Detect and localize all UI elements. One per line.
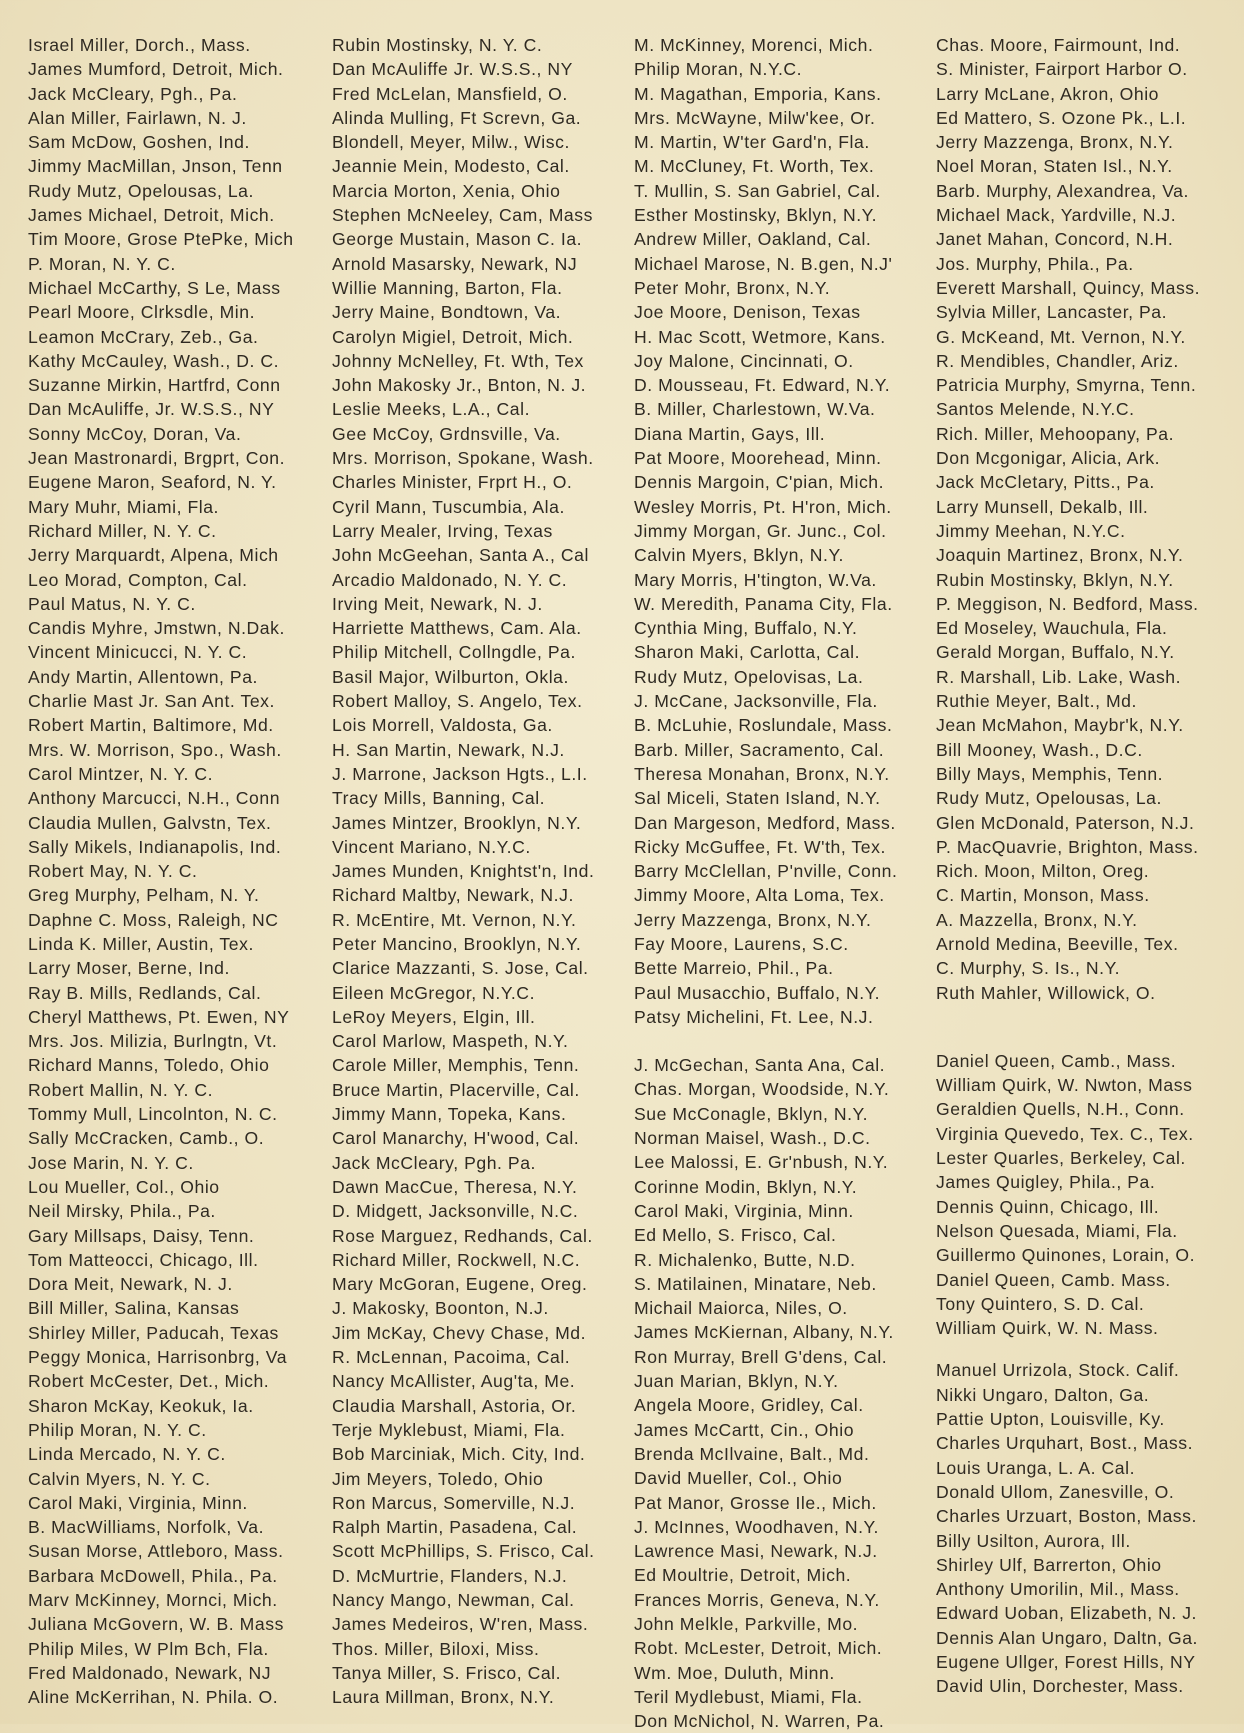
name-entry: Michail Maiorca, Niles, O. [634,1298,848,1319]
name-entry: Calvin Myers, Bklyn, N.Y. [634,545,844,566]
name-entry: Joy Malone, Cincinnati, O. [634,350,854,371]
name-entry: Jimmy Moore, Alta Loma, Tex. [634,885,885,906]
name-entry: Cynthia Ming, Buffalo, N.Y. [634,618,858,639]
name-entry: Carolyn Migiel, Detroit, Mich. [332,326,574,347]
name-entry: Richard Manns, Toledo, Ohio [28,1055,270,1076]
name-entry: J. McInnes, Woodhaven, N.Y. [634,1516,879,1537]
name-entry: David Mueller, Col., Ohio [634,1468,843,1489]
name-entry: Bruce Martin, Placerville, Cal. [332,1079,580,1100]
name-entry: Andrew Miller, Oakland, Cal. [634,229,872,250]
name-entry: P. Moran, N. Y. C. [28,253,176,274]
name-entry: Jean Mastronardi, Brgprt, Con. [28,448,286,469]
name-entry: Larry Munsell, Dekalb, Ill. [936,496,1149,517]
name-entry: Dan McAuliffe Jr. W.S.S., NY [332,59,573,80]
name-entry: B. Miller, Charlestown, W.Va. [634,399,876,420]
name-entry: Sam McDow, Goshen, Ind. [28,132,250,153]
name-entry: Larry Moser, Berne, Ind. [28,958,230,979]
section-gap [936,1340,1242,1358]
name-entry: Claudia Mullen, Galvstn, Tex. [28,812,272,833]
name-entry: Mary Muhr, Miami, Fla. [28,496,219,517]
name-entry: Gee McCoy, Grdnsville, Va. [332,423,561,444]
name-entry: Mary Morris, H'tington, W.Va. [634,569,877,590]
name-entry: Mrs. Morrison, Spokane, Wash. [332,448,594,469]
name-entry: James McKiernan, Albany, N.Y. [634,1322,894,1343]
name-entry: Charles Urquhart, Bost., Mass. [936,1433,1194,1454]
name-entry: G. McKeand, Mt. Vernon, N.Y. [936,326,1186,347]
name-entry: Greg Murphy, Pelham, N. Y. [28,885,260,906]
name-entry: Brenda McIlvaine, Balt., Md. [634,1443,870,1464]
name-entry: Barb. Miller, Sacramento, Cal. [634,739,885,760]
name-entry: Cheryl Matthews, Pt. Ewen, NY [28,1006,290,1027]
name-entry: Tommy Mull, Lincolnton, N. C. [28,1104,278,1125]
name-entry: Geraldien Quells, N.H., Conn. [936,1099,1185,1120]
name-entry: Ed Mello, S. Frisco, Cal. [634,1225,837,1246]
name-entry: Richard Miller, Rockwell, N.C. [332,1249,581,1270]
name-entry: Nelson Quesada, Miami, Fla. [936,1220,1178,1241]
name-entry: Anthony Marcucci, N.H., Conn [28,788,281,809]
name-entry: Dan McAuliffe, Jr. W.S.S., NY [28,399,275,420]
name-column-2 [332,33,632,1713]
name-entry: Dan Margeson, Medford, Mass. [634,812,896,833]
name-entry: Pat Manor, Grosse Ile., Mich. [634,1492,877,1513]
name-entry: Manuel Urrizola, Stock. Calif. [936,1360,1180,1381]
name-entry: Mrs. W. Morrison, Spo., Wash. [28,739,282,760]
name-entry: R. Michalenko, Butte, N.D. [634,1249,856,1270]
name-entry: Scott McPhillips, S. Frisco, Cal. [332,1541,595,1562]
name-entry: Robert McCester, Det., Mich. [28,1371,270,1392]
name-entry: Rudy Mutz, Opelovisas, La. [634,666,864,687]
name-entry: Ed Moultrie, Detroit, Mich. [634,1565,852,1586]
name-entry: Israel Miller, Dorch., Mass. [28,35,251,55]
name-entry: Rudy Mutz, Opelousas, La. [936,788,1162,809]
name-entry: Vincent Mariano, N.Y.C. [332,836,531,857]
name-entry: Shirley Miller, Paducah, Texas [28,1322,279,1343]
name-entry: R. Marshall, Lib. Lake, Wash. [936,666,1182,687]
name-entry: Marv McKinney, Mornci, Mich. [28,1590,278,1610]
name-entry: H. Mac Scott, Wetmore, Kans. [634,326,886,347]
name-entry: Sal Miceli, Staten Island, N.Y. [634,788,881,809]
name-entry: Nancy Mango, Newman, Cal. [332,1590,575,1610]
name-entry: Noel Moran, Staten Isl., N.Y. [936,156,1173,177]
name-entry: Suzanne Mirkin, Hartfrd, Conn [28,375,281,396]
name-entry: Blondell, Meyer, Milw., Wisc. [332,132,570,153]
name-entry: Gerald Morgan, Buffalo, N.Y. [936,642,1175,663]
name-entry: Daniel Queen, Camb., Mass. [936,1050,1177,1071]
name-entry: P. Meggison, N. Bedford, Mass. [936,593,1199,614]
name-entry: Paul Matus, N. Y. C. [28,593,196,614]
name-entry: Jimmy MacMillan, Jnson, Tenn [28,156,283,177]
name-entry: Tracy Mills, Banning, Cal. [332,788,546,809]
name-entry: Jim Meyers, Toledo, Ohio [332,1468,544,1489]
name-entry: Santos Melende, N.Y.C. [936,399,1135,420]
name-entry: T. Mullin, S. San Gabriel, Cal. [634,180,881,201]
name-entry: Patsy Michelini, Ft. Lee, N.J. [634,1006,874,1027]
name-entry: Don McNichol, N. Warren, Pa. [634,1711,885,1732]
name-entry: Philip Miles, W Plm Bch, Fla. [28,1638,269,1659]
name-entry: R. McLennan, Pacoima, Cal. [332,1347,571,1368]
name-entry: Jerry Mazzenga, Bronx, N.Y. [936,132,1174,153]
name-entry: Dennis Alan Ungaro, Daltn, Ga. [936,1627,1198,1648]
name-entry: Billy Mays, Memphis, Tenn. [936,763,1164,784]
name-entry: Robert May, N. Y. C. [28,861,198,882]
name-entry: Joaquin Martinez, Bronx, N.Y. [936,545,1184,566]
name-entry: Basil Major, Wilburton, Okla. [332,666,569,687]
name-entry: H. San Martin, Newark, N.J. [332,739,565,760]
name-entry: Rich. Miller, Mehoopany, Pa. [936,423,1175,444]
name-entry: Bill Miller, Salina, Kansas [28,1298,240,1319]
name-entry: Lee Malossi, E. Gr'nbush, N.Y. [634,1152,889,1173]
name-entry: Ron Marcus, Somerville, N.J. [332,1492,576,1513]
name-entry: Carol Marlow, Maspeth, N.Y. [332,1031,569,1052]
name-entry: LeRoy Meyers, Elgin, Ill. [332,1006,536,1027]
name-entry: Janet Mahan, Concord, N.H. [936,229,1174,250]
name-entry: Linda K. Miller, Austin, Tex. [28,933,254,954]
name-entry: M. Martin, W'ter Gard'n, Fla. [634,132,870,153]
section-gap [634,1029,936,1053]
name-entry: Corinne Modin, Bklyn, N.Y. [634,1176,858,1197]
name-entry: Norman Maisel, Wash., D.C. [634,1128,871,1149]
name-column-4 [936,33,1242,1713]
name-entry: James Medeiros, W'ren, Mass. [332,1614,589,1635]
name-entry: Arnold Masarsky, Newark, NJ [332,253,578,274]
name-entry: Terje Myklebust, Miami, Fla. [332,1419,566,1440]
name-entry: Charlie Mast Jr. San Ant. Tex. [28,691,275,712]
name-entry: Lois Morrell, Valdosta, Ga. [332,715,553,736]
name-entry: James Mintzer, Brooklyn, N.Y. [332,812,582,833]
name-entry: Shirley Ulf, Barrerton, Ohio [936,1554,1162,1575]
name-entry: J. McGechan, Santa Ana, Cal. [634,1055,886,1076]
name-entry: Jean McMahon, Maybr'k, N.Y. [936,715,1184,736]
name-entry: Robert Martin, Baltimore, Md. [28,715,274,736]
name-entry: James Mumford, Detroit, Mich. [28,59,284,80]
name-entry: Jack McCletary, Pitts., Pa. [936,472,1155,493]
name-entry: Charles Urzuart, Boston, Mass. [936,1506,1197,1527]
name-entry: Daniel Queen, Camb. Mass. [936,1269,1171,1290]
name-entry: Philip Moran, N. Y. C. [28,1419,207,1440]
name-entry: Marcia Morton, Xenia, Ohio [332,180,561,201]
name-entry: Juan Marian, Bklyn, N.Y. [634,1371,839,1392]
name-entry: Candis Myhre, Jmstwn, N.Dak. [28,618,285,639]
name-entry: Aline McKerrihan, N. Phila. O. [28,1687,279,1708]
name-entry: Frances Morris, Geneva, N.Y. [634,1589,880,1610]
name-entry: Glen McDonald, Paterson, N.J. [936,812,1195,833]
name-entry: Tanya Miller, S. Frisco, Cal. [332,1662,562,1683]
name-entry: Nancy McAllister, Aug'ta, Me. [332,1371,576,1392]
name-entry: Richard Maltby, Newark, N.J. [332,885,574,906]
name-entry: James Quigley, Phila., Pa. [936,1172,1156,1193]
name-column-3 [634,33,936,1732]
name-entry: Jeannie Mein, Modesto, Cal. [332,156,570,177]
name-entry: Irving Meit, Newark, N. J. [332,593,543,614]
name-entry: Wesley Morris, Pt. H'ron, Mich. [634,496,892,517]
name-column-1 [28,33,328,1713]
name-entry: Jerry Maine, Bondtown, Va. [332,302,562,323]
name-entry: Harriette Matthews, Cam. Ala. [332,618,582,639]
name-entry: Clarice Mazzanti, S. Jose, Cal. [332,958,589,979]
name-entry: Rubin Mostinsky, N. Y. C. [332,35,543,55]
name-entry: S. Minister, Fairport Harbor O. [936,59,1188,80]
name-entry: Everett Marshall, Quincy, Mass. [936,277,1201,298]
name-entry: Andy Martin, Allentown, Pa. [28,666,258,687]
name-entry: Nikki Ungaro, Dalton, Ga. [936,1384,1150,1405]
name-entry: Anthony Umorilin, Mil., Mass. [936,1579,1180,1600]
name-entry: Jerry Marquardt, Alpena, Mich [28,545,279,566]
name-entry: Richard Miller, N. Y. C. [28,520,217,541]
name-entry: Rudy Mutz, Opelousas, La. [28,180,254,201]
name-entry: Calvin Myers, N. Y. C. [28,1468,211,1489]
name-entry: Kathy McCauley, Wash., D. C. [28,350,280,371]
name-entry: B. McLuhie, Roslundale, Mass. [634,715,893,736]
name-entry: Jack McCleary, Pgh. Pa. [332,1152,536,1173]
name-entry: Bob Marciniak, Mich. City, Ind. [332,1444,586,1465]
name-entry: Leo Morad, Compton, Cal. [28,569,248,590]
name-entry: Sue McConagle, Bklyn, N.Y. [634,1103,869,1124]
name-entry: Juliana McGovern, W. B. Mass [28,1614,284,1635]
name-entry: Jim McKay, Chevy Chase, Md. [332,1322,587,1343]
name-entry: Tom Matteocci, Chicago, Ill. [28,1249,259,1270]
name-entry: Barry McClellan, P'nville, Conn. [634,861,898,882]
name-entry: R. Mendibles, Chandler, Ariz. [936,350,1179,371]
name-entry: Patricia Murphy, Smyrna, Tenn. [936,375,1197,396]
name-entry: Carol Mintzer, N. Y. C. [28,763,214,784]
name-entry: P. MacQuavrie, Brighton, Mass. [936,836,1199,857]
name-entry: Fay Moore, Laurens, S.C. [634,933,849,954]
name-entry: Arnold Medina, Beeville, Tex. [936,933,1179,954]
name-entry: Larry Mealer, Irving, Texas [332,520,553,541]
name-entry: B. MacWilliams, Norfolk, Va. [28,1517,265,1538]
name-entry: Robt. McLester, Detroit, Mich. [634,1638,883,1659]
name-entry: Lawrence Masi, Newark, N.J. [634,1541,878,1562]
name-entry: Ray B. Mills, Redlands, Cal. [28,982,262,1003]
name-entry: Rich. Moon, Milton, Oreg. [936,861,1150,882]
name-entry: Eileen McGregor, N.Y.C. [332,982,536,1003]
name-entry: Rose Marguez, Redhands, Cal. [332,1225,593,1246]
name-entry: Jos. Murphy, Phila., Pa. [936,253,1134,274]
name-entry: Ruth Mahler, Willowick, O. [936,982,1156,1003]
name-entry: Barbara McDowell, Phila., Pa. [28,1565,278,1586]
name-entry: Pattie Upton, Louisville, Ky. [936,1409,1165,1430]
name-entry: Mary McGoran, Eugene, Oreg. [332,1274,588,1295]
name-entry: Arcadio Maldonado, N. Y. C. [332,569,568,590]
name-entry: James McCartt, Cin., Ohio [634,1419,855,1440]
name-entry: J. Marrone, Jackson Hgts., L.I. [332,763,588,784]
name-entry: W. Meredith, Panama City, Fla. [634,593,893,614]
name-entry: Stephen McNeeley, Cam, Mass [332,205,593,226]
name-entry: John Melkle, Parkville, Mo. [634,1614,859,1634]
name-entry: Lou Mueller, Col., Ohio [28,1176,220,1197]
name-entry: Tim Moore, Grose PtePke, Mich [28,229,294,250]
name-entry: Dennis Quinn, Chicago, Ill. [936,1196,1160,1217]
name-entry: Philip Moran, N.Y.C. [634,59,803,80]
name-entry: James Michael, Detroit, Mich. [28,205,275,226]
name-entry: Peggy Monica, Harrisonbrg, Va [28,1347,288,1368]
name-entry: M. McCluney, Ft. Worth, Tex. [634,156,875,177]
name-entry: Rubin Mostinsky, Bklyn, N.Y. [936,569,1174,590]
name-entry: Ed Moseley, Wauchula, Fla. [936,618,1168,639]
name-entry: C. Murphy, S. Is., N.Y. [936,958,1121,979]
name-entry: John Makosky Jr., Bnton, N. J. [332,375,587,396]
name-entry: Cyril Mann, Tuscumbia, Ala. [332,496,565,517]
name-entry: Fred Maldonado, Newark, NJ [28,1662,272,1683]
name-entry: M. Magathan, Emporia, Kans. [634,83,882,104]
name-entry: Teril Mydlebust, Miami, Fla. [634,1686,863,1707]
name-entry: Tony Quintero, S. D. Cal. [936,1293,1145,1314]
name-entry: Leslie Meeks, L.A., Cal. [332,399,531,420]
name-entry: William Quirk, W. Nwton, Mass [936,1075,1193,1096]
name-entry: John McGeehan, Santa A., Cal [332,545,589,566]
name-entry: Donald Ullom, Zanesville, O. [936,1481,1175,1502]
name-entry: Chas. Morgan, Woodside, N.Y. [634,1079,890,1100]
name-entry: Larry McLane, Akron, Ohio [936,83,1160,104]
name-entry: Sally Mikels, Indianapolis, Ind. [28,836,282,857]
name-entry: Edward Uoban, Elizabeth, N. J. [936,1603,1197,1624]
name-entry: Esther Mostinsky, Bklyn, N.Y. [634,205,878,226]
name-entry: Carole Miller, Memphis, Tenn. [332,1055,580,1076]
name-entry: Sally McCracken, Camb., O. [28,1128,265,1149]
name-entry: Ricky McGuffee, Ft. W'th, Tex. [634,836,886,857]
name-entry: Barb. Murphy, Alexandrea, Va. [936,180,1189,201]
name-entry: Lester Quarles, Berkeley, Cal. [936,1148,1186,1169]
name-entry: Dennis Margoin, C'pian, Mich. [634,472,885,493]
name-entry: Jerry Mazzenga, Bronx, N.Y. [634,909,872,930]
name-entry: D. Mousseau, Ft. Edward, N.Y. [634,375,891,396]
name-entry: Daphne C. Moss, Raleigh, NC [28,909,279,930]
name-entry: William Quirk, W. N. Mass. [936,1318,1159,1339]
name-entry: Sharon McKay, Keokuk, Ia. [28,1395,254,1416]
name-entry: Mrs. Jos. Milizia, Burlngtn, Vt. [28,1031,278,1052]
name-entry: D. Midgett, Jacksonville, N.C. [332,1201,579,1222]
name-entry: Sonny McCoy, Doran, Va. [28,423,242,444]
name-entry: Ed Mattero, S. Ozone Pk., L.I. [936,107,1187,128]
name-entry: Michael Mack, Yardville, N.J. [936,205,1177,226]
name-entry: Johnny McNelley, Ft. Wth, Tex [332,350,584,371]
name-entry: Ruthie Meyer, Balt., Md. [936,691,1137,712]
name-entry: Chas. Moore, Fairmount, Ind. [936,35,1181,55]
name-entry: Joe Moore, Denison, Texas [634,302,861,323]
name-entry: Carol Maki, Virginia, Minn. [28,1492,248,1513]
name-entry: S. Matilainen, Minatare, Neb. [634,1273,877,1294]
name-entry: A. Mazzella, Bronx, N.Y. [936,909,1138,930]
name-entry: Billy Usilton, Aurora, Ill. [936,1530,1131,1551]
name-entry: Robert Mallin, N. Y. C. [28,1079,214,1100]
name-entry: Carol Maki, Virginia, Minn. [634,1200,854,1221]
name-entry: Virginia Quevedo, Tex. C., Tex. [936,1123,1194,1144]
name-entry: D. McMurtrie, Flanders, N.J. [332,1565,568,1586]
name-entry: Michael Marose, N. B.gen, N.J' [634,253,893,274]
name-entry: Diana Martin, Gays, Ill. [634,423,826,444]
name-entry: Claudia Marshall, Astoria, Or. [332,1395,577,1416]
name-entry: Charles Minister, Frprt H., O. [332,472,573,493]
name-entry: Neil Mirsky, Phila., Pa. [28,1201,216,1222]
name-entry: Jimmy Meehan, N.Y.C. [936,520,1126,541]
name-entry: Michael McCarthy, S Le, Mass [28,277,281,298]
name-entry: Ron Murray, Brell G'dens, Cal. [634,1346,888,1367]
name-entry: Sharon Maki, Carlotta, Cal. [634,642,861,663]
name-entry: David Ulin, Dorchester, Mass. [936,1676,1184,1697]
name-entry: Gary Millsaps, Daisy, Tenn. [28,1225,255,1246]
name-entry: Eugene Ullger, Forest Hills, NY [936,1652,1196,1672]
name-entry: Alinda Mulling, Ft Screvn, Ga. [332,107,582,128]
name-entry: Peter Mancino, Brooklyn, N.Y. [332,933,582,954]
name-entry: Dora Meit, Newark, N. J. [28,1274,233,1295]
name-entry: Fred McLelan, Mansfield, O. [332,83,568,104]
name-entry: Susan Morse, Attleboro, Mass. [28,1541,284,1562]
name-entry: Wm. Moe, Duluth, Minn. [634,1662,835,1683]
name-entry: Jimmy Morgan, Gr. Junc., Col. [634,520,887,541]
name-entry: Robert Malloy, S. Angelo, Tex. [332,691,583,712]
name-entry: Pat Moore, Moorehead, Minn. [634,448,882,469]
name-entry: George Mustain, Mason C. Ia. [332,229,583,250]
name-entry: Carol Manarchy, H'wood, Cal. [332,1128,580,1149]
name-entry: Sylvia Miller, Lancaster, Pa. [936,302,1168,323]
name-entry: Jack McCleary, Pgh., Pa. [28,83,238,104]
name-entry: Ralph Martin, Pasadena, Cal. [332,1517,578,1538]
name-entry: Don Mcgonigar, Alicia, Ark. [936,448,1161,469]
name-entry: J. McCane, Jacksonville, Fla. [634,691,878,712]
name-entry: Alan Miller, Fairlawn, N. J. [28,107,247,128]
name-entry: Leamon McCrary, Zeb., Ga. [28,326,259,347]
name-entry: Guillermo Quinones, Lorain, O. [936,1245,1196,1266]
name-entry: Jose Marin, N. Y. C. [28,1152,194,1173]
name-entry: Thos. Miller, Biloxi, Miss. [332,1638,540,1659]
name-entry: Pearl Moore, Clrksdle, Min. [28,302,256,323]
name-entry: Bill Mooney, Wash., D.C. [936,739,1143,760]
name-entry: Peter Mohr, Bronx, N.Y. [634,277,831,298]
name-entry: Angela Moore, Gridley, Cal. [634,1395,864,1416]
name-entry: Linda Mercado, N. Y. C. [28,1444,226,1465]
name-entry: Philip Mitchell, Collngdle, Pa. [332,642,576,663]
name-entry: Dawn MacCue, Theresa, N.Y. [332,1176,578,1197]
name-entry: Willie Manning, Barton, Fla. [332,277,563,298]
name-entry: C. Martin, Monson, Mass. [936,885,1150,906]
name-entry: Jimmy Mann, Topeka, Kans. [332,1104,567,1125]
name-entry: James Munden, Knightst'n, Ind. [332,861,595,882]
name-entry: Theresa Monahan, Bronx, N.Y. [634,763,890,784]
section-gap [936,1005,1242,1049]
name-entry: R. McEntire, Mt. Vernon, N.Y. [332,909,577,930]
name-entry: M. McKinney, Morenci, Mich. [634,35,874,55]
name-entry: Paul Musacchio, Buffalo, N.Y. [634,982,881,1003]
name-entry: Bette Marreio, Phil., Pa. [634,958,834,979]
name-entry: J. Makosky, Boonton, N.J. [332,1298,549,1319]
name-entry: Laura Millman, Bronx, N.Y. [332,1687,555,1708]
name-entry: Mrs. McWayne, Milw'kee, Or. [634,107,876,128]
name-entry: Vincent Minicucci, N. Y. C. [28,642,248,663]
name-entry: Eugene Maron, Seaford, N. Y. [28,472,277,493]
name-entry: Louis Uranga, L. A. Cal. [936,1457,1136,1478]
